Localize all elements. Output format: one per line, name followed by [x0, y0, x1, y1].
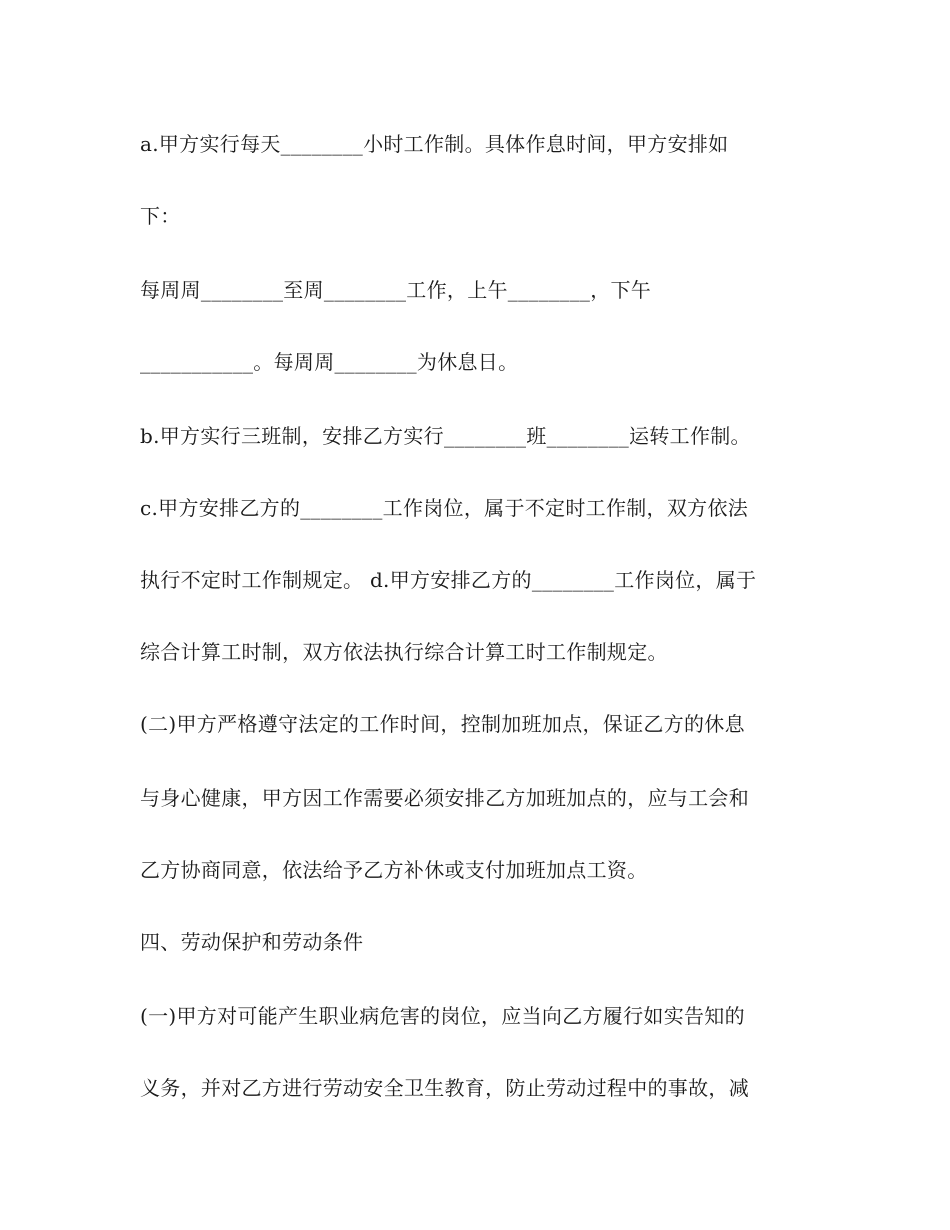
text-line: (二)甲方严格遵守法定的工作时间，控制加班加点，保证乙方的休息	[140, 712, 745, 736]
section-heading: 四、劳动保护和劳动条件	[140, 930, 364, 954]
text-line: c.甲方安排乙方的________工作岗位，属于不定时工作制，双方依法	[140, 496, 749, 520]
text-line: 执行不定时工作制规定。 d.甲方安排乙方的________工作岗位，属于	[140, 568, 757, 592]
text-line: ___________。每周周________为休息日。	[140, 350, 519, 374]
text-line: a.甲方实行每天________小时工作制。具体作息时间，甲方安排如	[140, 132, 729, 156]
text-line: 综合计算工时制，双方依法执行综合计算工时工作制规定。	[140, 640, 668, 664]
text-line: (一)甲方对可能产生职业病危害的岗位，应当向乙方履行如实告知的	[140, 1004, 745, 1028]
text-line: 乙方协商同意，依法给予乙方补休或支付加班加点工资。	[140, 858, 648, 882]
text-line: 与身心健康，甲方因工作需要必须安排乙方加班加点的，应与工会和	[140, 786, 749, 810]
text-line: 每周周________至周________工作，上午________，下午	[140, 278, 652, 302]
text-line: 义务，并对乙方进行劳动安全卫生教育，防止劳动过程中的事故，减	[140, 1076, 749, 1100]
text-line: b.甲方实行三班制，安排乙方实行________班________运转工作制。	[140, 424, 751, 448]
text-line: 下：	[140, 204, 181, 228]
